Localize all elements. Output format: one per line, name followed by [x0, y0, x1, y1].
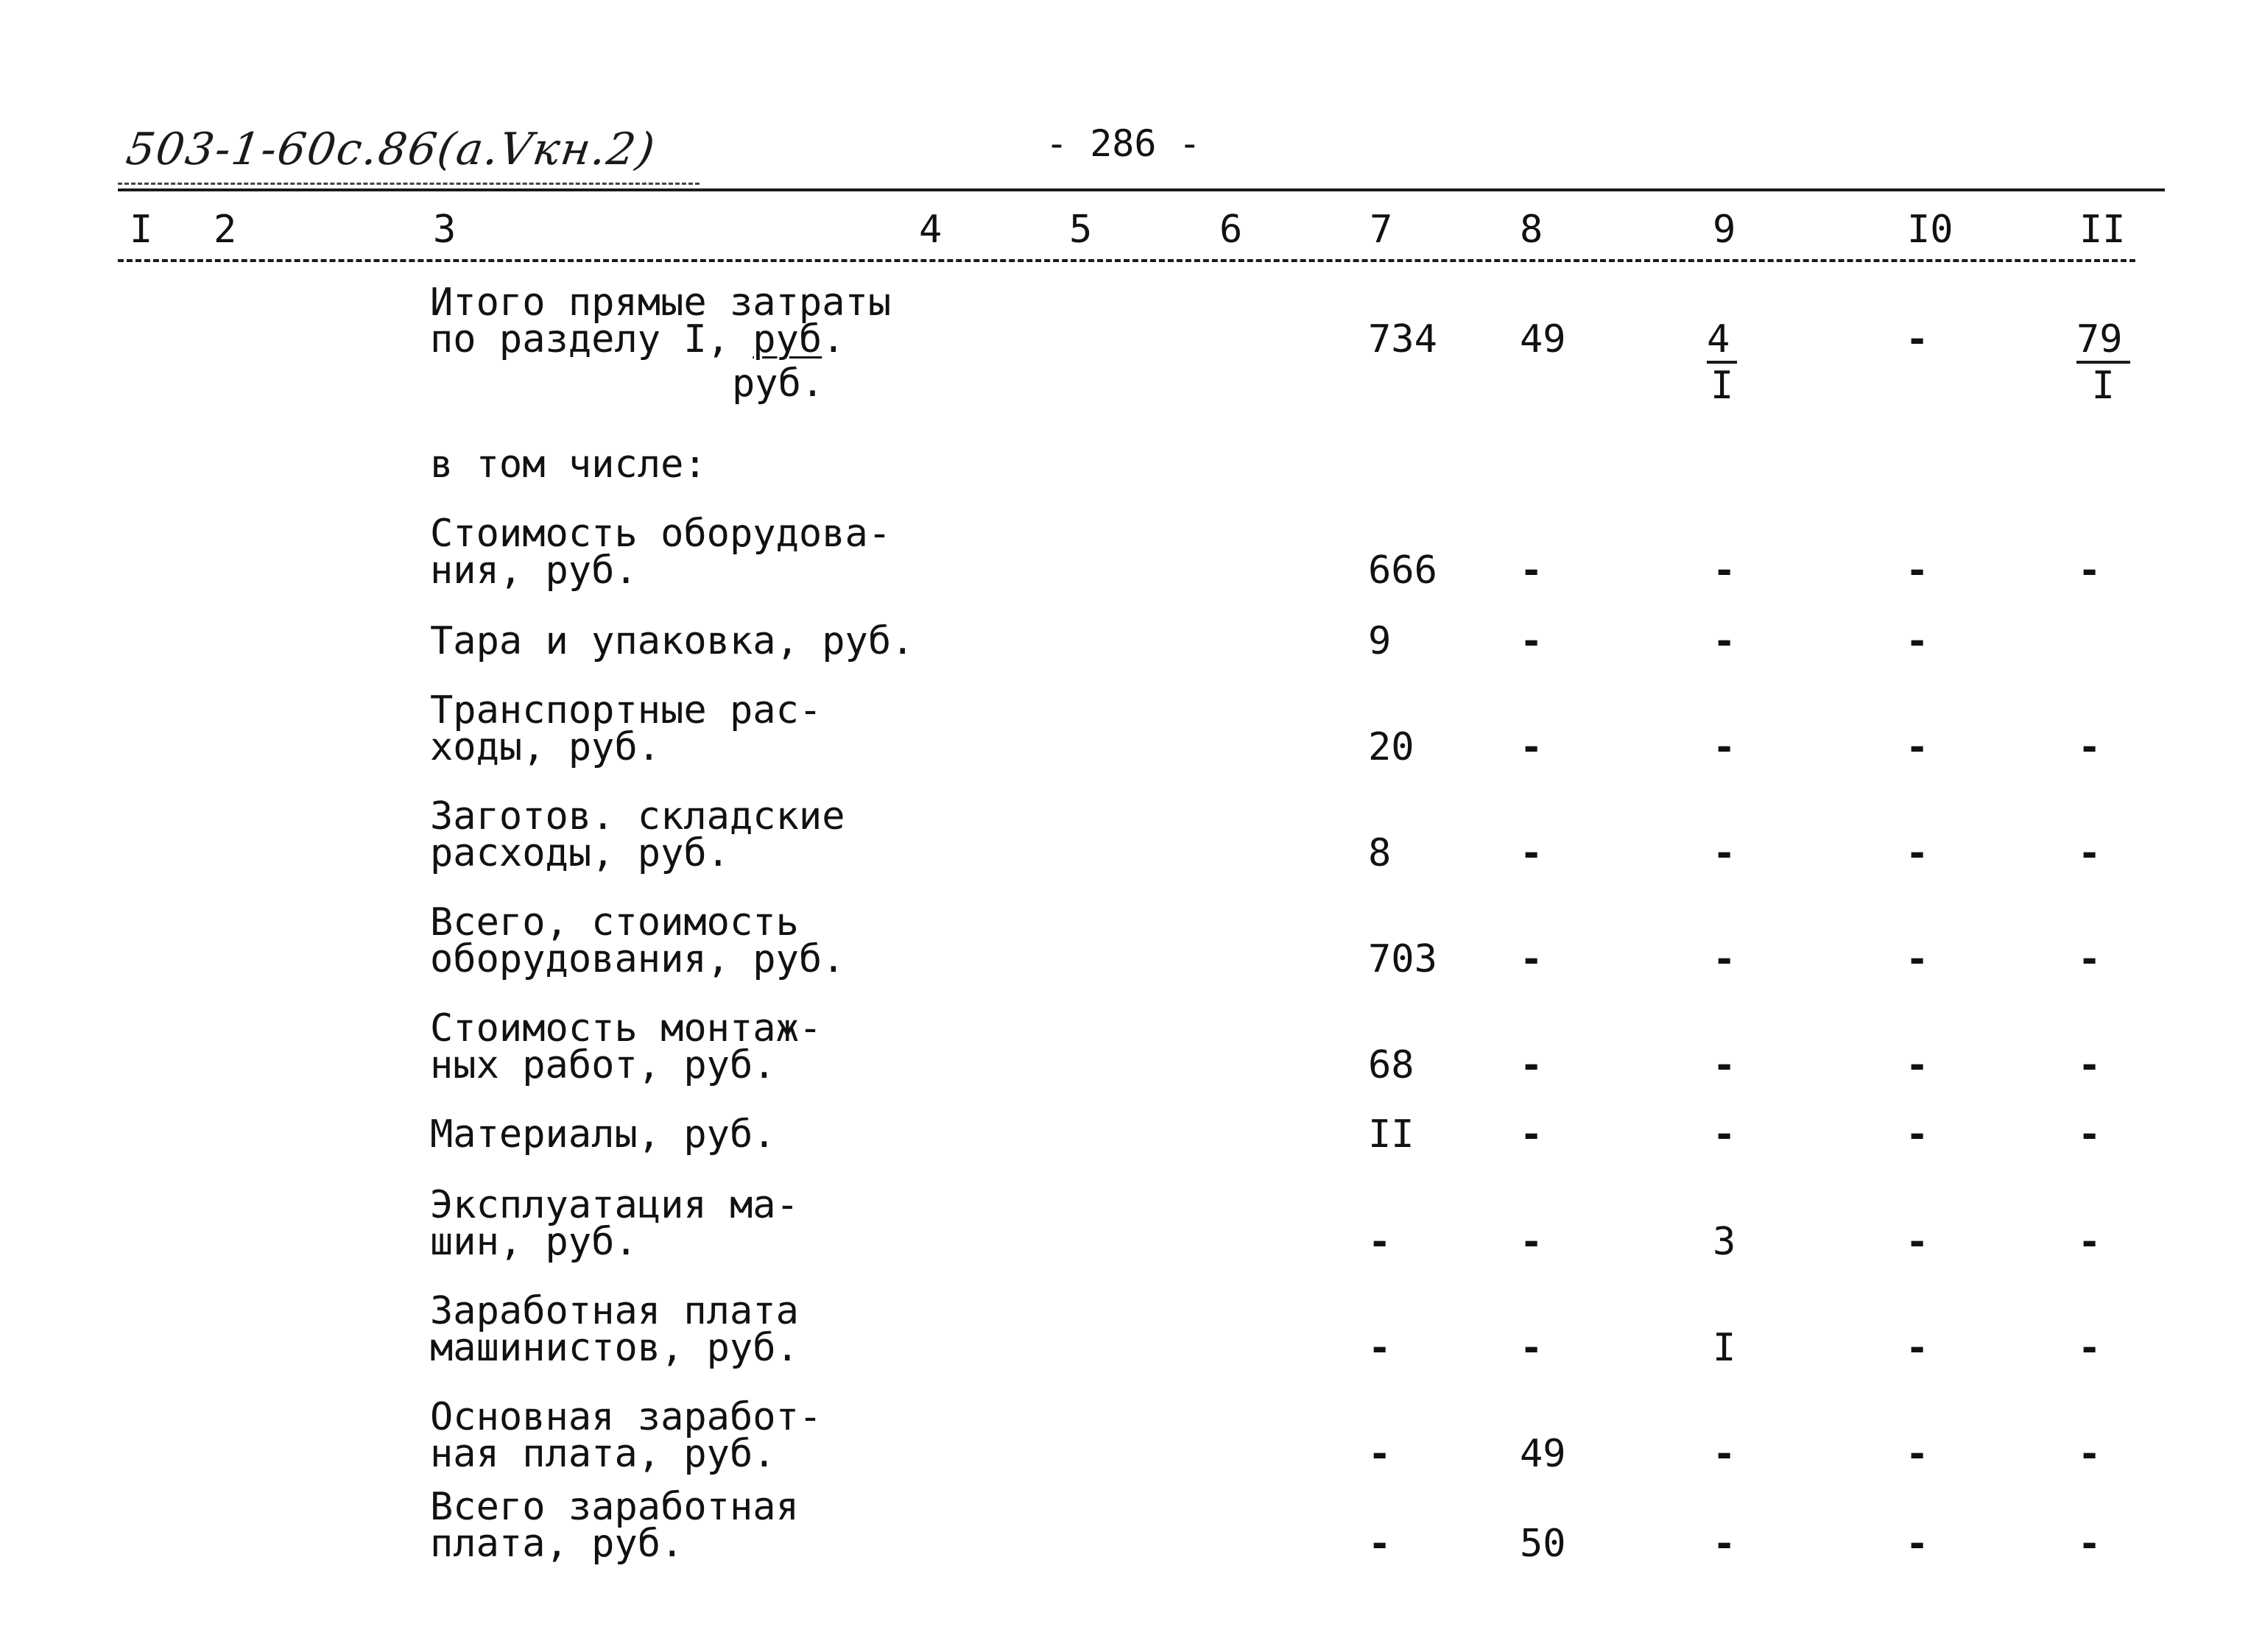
row-col10: -	[1906, 1220, 1929, 1264]
row-label-line2: шин, руб.	[430, 1220, 638, 1264]
row-col10: -	[1906, 548, 1929, 593]
row-col11: -	[2078, 831, 2101, 875]
row-col11: -	[2078, 1043, 2101, 1087]
row-col7: 703	[1368, 937, 1437, 981]
table-row-label	[430, 1395, 822, 1476]
row-col9: -	[1713, 1522, 1736, 1566]
row-col7: II	[1368, 1112, 1414, 1157]
row-col8: -	[1520, 1326, 1543, 1370]
summary-col11-numerator: 79	[2076, 321, 2130, 364]
row-label-line2: ния, руб.	[430, 548, 638, 593]
row-col10: -	[1906, 831, 1929, 875]
summary-label-line2-text: по разделу I,	[430, 317, 753, 361]
column-number-11: II	[2079, 208, 2126, 252]
row-col8: -	[1520, 725, 1543, 769]
row-col7: -	[1368, 1432, 1392, 1476]
row-label-line2: ных работ, руб.	[430, 1043, 776, 1087]
column-number-1: I	[130, 208, 153, 252]
summary-col9-fraction	[1707, 317, 1737, 408]
row-label-line2: ходы, руб.	[430, 725, 661, 769]
row-col10: -	[1906, 725, 1929, 769]
column-number-6: 6	[1219, 208, 1243, 252]
summary-col11-fraction	[2076, 317, 2130, 408]
summary-col7: 734	[1368, 317, 1437, 361]
row-col8: -	[1520, 1043, 1543, 1087]
row-col10: -	[1906, 1112, 1929, 1157]
row-label-line1: Транспортные рас-	[430, 688, 822, 733]
summary-label	[430, 280, 892, 406]
row-col10: -	[1906, 1432, 1929, 1476]
row-col11: -	[2078, 1432, 2101, 1476]
column-number-8: 8	[1520, 208, 1543, 252]
row-label-line2: машинистов, руб.	[430, 1326, 799, 1370]
row-col11: -	[2078, 1522, 2101, 1566]
row-col8: -	[1520, 831, 1543, 875]
summary-col8: 49	[1520, 317, 1566, 361]
row-col7: -	[1368, 1522, 1392, 1566]
row-col10: -	[1906, 619, 1929, 663]
summary-label-line2	[430, 317, 891, 361]
summary-col9-numerator: 4	[1707, 321, 1737, 364]
row-col9: -	[1713, 831, 1736, 875]
document-code: 503-1-60с.86(а.Vкн.2)	[123, 124, 660, 175]
summary-label-unit: руб	[753, 317, 822, 361]
row-col7: 68	[1368, 1043, 1414, 1087]
table-row-label	[430, 1289, 799, 1370]
table-top-rule	[118, 188, 2165, 191]
row-col10: -	[1906, 1043, 1929, 1087]
table-row-label	[430, 794, 845, 875]
including-label: в том числе:	[430, 442, 707, 487]
summary-label-line1: Итого прямые затраты	[430, 280, 892, 325]
row-label-line2: оборудования, руб.	[430, 937, 845, 981]
row-col10: -	[1906, 937, 1929, 981]
summary-label-period: .	[822, 317, 845, 361]
row-col9: -	[1713, 1432, 1736, 1476]
row-col8: -	[1520, 1112, 1543, 1157]
row-col11: -	[2078, 725, 2101, 769]
row-label-line1: Стоимость оборудова-	[430, 512, 892, 556]
row-label-line1: Эксплуатация ма-	[430, 1183, 799, 1227]
row-col8: -	[1520, 548, 1543, 593]
row-col7: -	[1368, 1326, 1392, 1370]
row-col7: 8	[1368, 831, 1392, 875]
row-label-line1: Всего заработная	[430, 1485, 799, 1529]
row-col11: -	[2078, 1112, 2101, 1157]
row-col9: I	[1713, 1326, 1736, 1370]
column-number-10: I0	[1907, 208, 1953, 252]
document-code-underline	[118, 183, 700, 185]
column-number-4: 4	[919, 208, 942, 252]
row-label-line1: Заработная плата	[430, 1289, 799, 1333]
table-row-label	[430, 1183, 799, 1264]
row-col7: 666	[1368, 548, 1437, 593]
row-col9: -	[1713, 937, 1736, 981]
table-row-label	[430, 1485, 799, 1566]
row-label-line2: ная плата, руб.	[430, 1432, 776, 1476]
summary-col11-denominator: I	[2091, 364, 2115, 408]
row-label-line2: расходы, руб.	[430, 831, 730, 875]
summary-col9-denominator: I	[1710, 364, 1734, 408]
row-col8: 50	[1520, 1522, 1566, 1566]
row-col9: -	[1713, 1043, 1736, 1087]
row-col11: -	[2078, 1326, 2101, 1370]
table-row-label	[430, 688, 822, 769]
table-row-label	[430, 619, 915, 663]
row-col7: -	[1368, 1220, 1392, 1264]
row-col11: -	[2078, 548, 2101, 593]
row-col8: -	[1520, 619, 1543, 663]
column-number-2: 2	[214, 208, 237, 252]
row-col8: -	[1520, 1220, 1543, 1264]
row-col7: 9	[1368, 619, 1392, 663]
table-row-label	[430, 900, 845, 981]
row-col9: -	[1713, 548, 1736, 593]
row-col11: -	[2078, 937, 2101, 981]
row-col9: -	[1713, 619, 1736, 663]
table-row-label	[430, 1112, 776, 1157]
row-label-line1: Заготов. складские	[430, 794, 845, 839]
row-label-line1: Стоимость монтаж-	[430, 1006, 822, 1051]
table-row-label	[430, 1006, 822, 1087]
column-number-7: 7	[1370, 208, 1393, 252]
row-col7: 20	[1368, 725, 1414, 769]
header-rule	[118, 259, 2135, 262]
row-col11: -	[2078, 1220, 2101, 1264]
row-label-line1: Основная заработ-	[430, 1395, 822, 1439]
row-col9: 3	[1713, 1220, 1736, 1264]
table-row-label	[430, 512, 892, 593]
column-number-5: 5	[1069, 208, 1093, 252]
row-label-line1: Тара и упаковка, руб.	[430, 619, 915, 663]
row-col9: -	[1713, 725, 1736, 769]
row-label-line1: Материалы, руб.	[430, 1112, 776, 1157]
row-col9: -	[1713, 1112, 1736, 1157]
row-col8: 49	[1520, 1432, 1566, 1476]
summary-col10: -	[1906, 317, 1929, 361]
row-col10: -	[1906, 1522, 1929, 1566]
page-number: - 286 -	[1046, 122, 1201, 165]
summary-label-line3: руб.	[732, 361, 825, 406]
row-label-line1: Всего, стоимость	[430, 900, 799, 945]
column-number-9: 9	[1713, 208, 1736, 252]
row-col10: -	[1906, 1326, 1929, 1370]
column-number-3: 3	[433, 208, 457, 252]
row-col8: -	[1520, 937, 1543, 981]
row-label-line2: плата, руб.	[430, 1522, 684, 1566]
